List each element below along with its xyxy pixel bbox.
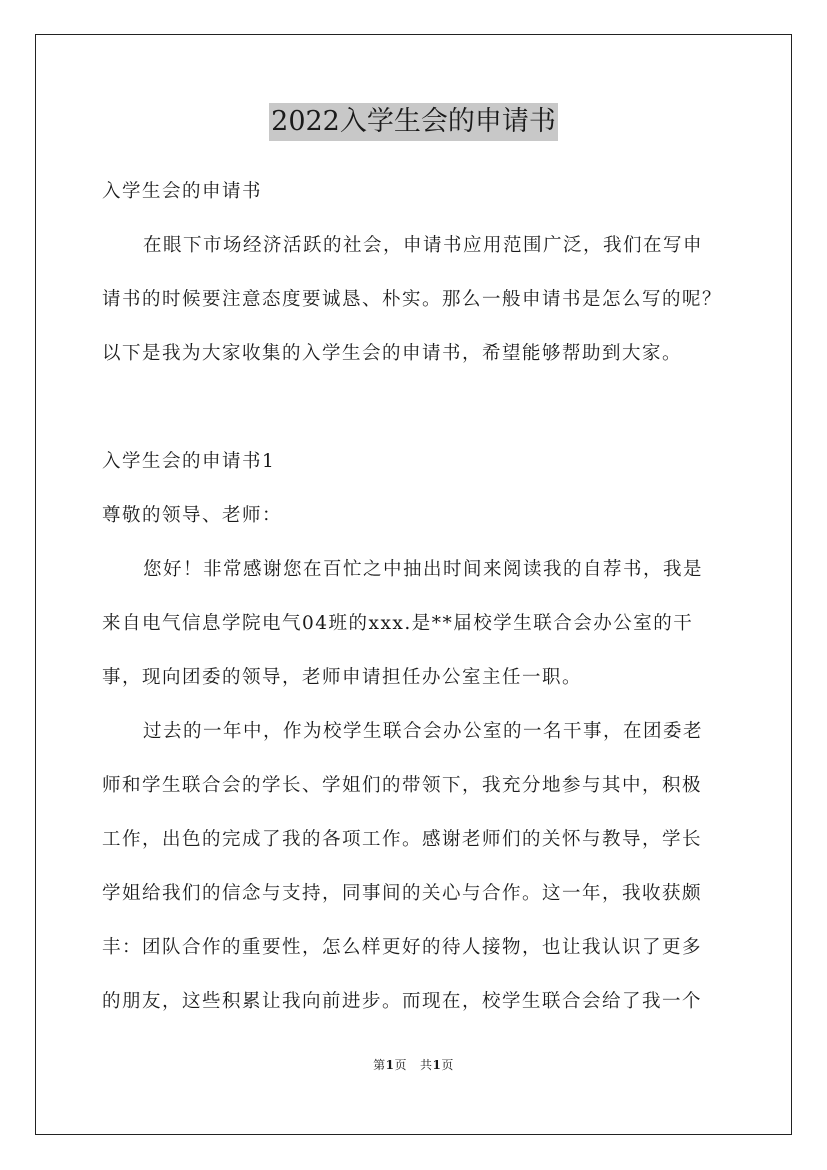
paragraph-line: 丰：团队合作的重要性，怎么样更好的待人接物，也让我认识了更多: [102, 937, 703, 958]
paragraph-line: 事，现向团委的领导，老师申请担任办公室主任一职。: [102, 667, 583, 688]
blank-line: [102, 381, 726, 435]
total-prefix: 共: [419, 1058, 433, 1072]
title-container: [0, 103, 827, 141]
section-heading: 入学生会的申请书1: [102, 451, 276, 472]
paragraph-line: 师和学生联合会的学长、学姐们的带领下，我充分地参与其中，积极: [102, 775, 703, 796]
total-suffix: 页: [441, 1058, 454, 1072]
page-suffix: 页: [394, 1058, 408, 1072]
paragraph-line: 来自电气信息学院电气04班的xxx.是**届校学生联合会办公室的干: [102, 613, 694, 634]
paragraph-line: 在眼下市场经济活跃的社会，申请书应用范围广泛，我们在写申: [143, 235, 704, 256]
paragraph-line: 学姐给我们的信念与支持，同事间的关心与合作。这一年，我收获颇: [102, 883, 703, 904]
paragraph-line: 过去的一年中，作为校学生联合会办公室的一名干事，在团委老: [143, 721, 704, 742]
paragraph-line: 请书的时候要注意态度要诚恳、朴实。那么一般申请书是怎么写的呢？: [102, 289, 723, 310]
page-current: 1: [385, 1058, 395, 1072]
page-total: 1: [432, 1058, 442, 1072]
document-title: 2022入学生会的申请书: [269, 103, 558, 141]
salutation: 尊敬的领导、老师：: [102, 505, 283, 526]
paragraph-line: 您好！非常感谢您在百忙之中抽出时间来阅读我的自荐书，我是: [143, 559, 704, 580]
paragraph-line: 以下是我为大家收集的入学生会的申请书，希望能够帮助到大家。: [102, 343, 683, 364]
document-body: [102, 165, 726, 1029]
paragraph-line: 工作，出色的完成了我的各项工作。感谢老师们的关怀与教导，学长: [102, 829, 703, 850]
section-heading: 入学生会的申请书: [102, 181, 263, 202]
page-footer: [0, 1056, 827, 1073]
page-prefix: 第: [373, 1058, 386, 1072]
paragraph-line: 的朋友，这些积累让我向前进步。而现在，校学生联合会给了我一个: [102, 991, 703, 1012]
